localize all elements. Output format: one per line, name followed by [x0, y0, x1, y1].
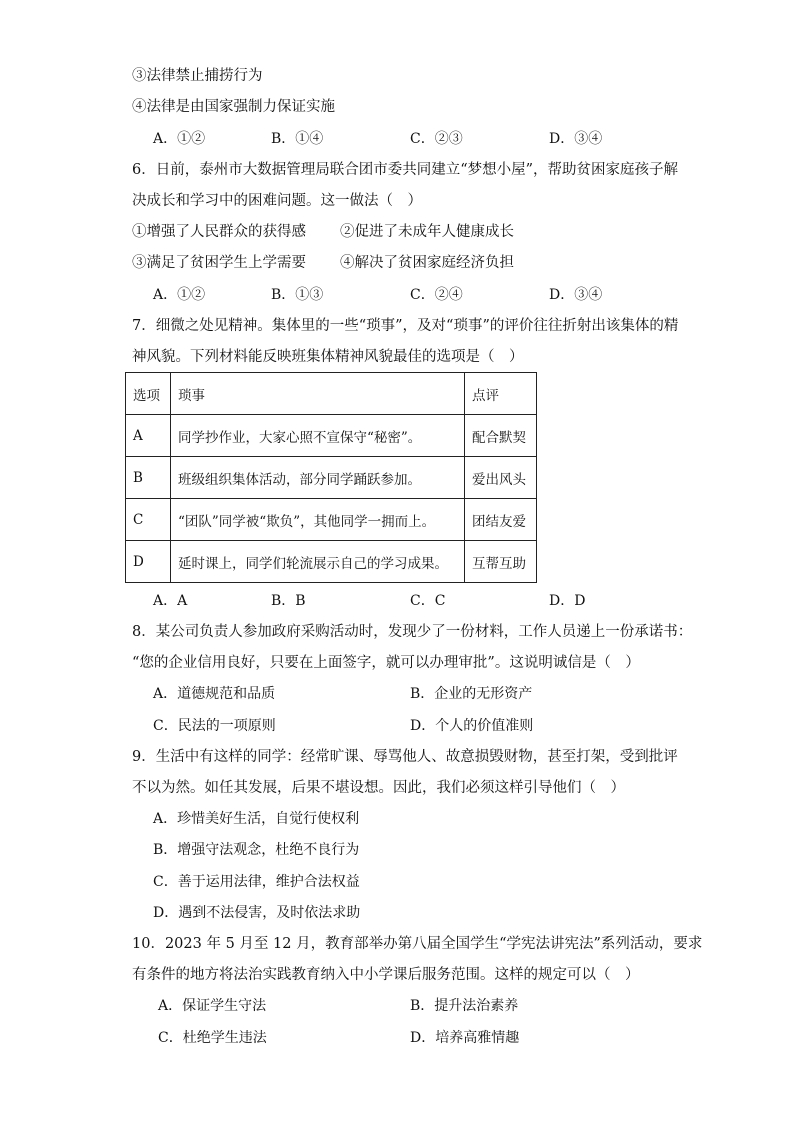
q9-option-d[interactable]: D．遇到不法侵害，及时依法求助 — [153, 905, 361, 921]
q10-option-b[interactable]: B．提升法治素养 — [410, 998, 519, 1014]
q10-stem-line2: 有条件的地方将法治实践教育纳入中小学课后服务范围。这样的规定可以（ ） — [132, 967, 640, 983]
q9-option-b[interactable]: B．增强守法观念，杜绝不良行为 — [153, 842, 360, 858]
q8-option-a[interactable]: A．道德规范和品质 — [153, 686, 276, 702]
row-option: C — [126, 499, 171, 541]
row-comment: 配合默契 — [465, 415, 537, 457]
q6-statement-2: ②促进了未成年人健康成长 — [340, 224, 514, 240]
q9-option-c[interactable]: C．善于运用法律，维护合法权益 — [153, 874, 360, 890]
q6-option-a[interactable]: A．①② — [153, 287, 206, 303]
row-comment: 团结友爱 — [465, 499, 537, 541]
q7-option-d[interactable]: D．D — [549, 593, 586, 609]
q7-option-c[interactable]: C．C — [410, 593, 446, 609]
q7-option-b[interactable]: B．B — [271, 593, 306, 609]
q6-option-c[interactable]: C．②④ — [410, 287, 463, 303]
q8-stem-line2: “您的企业信用良好，只要在上面签字，就可以办理审批”。这说明诚信是（ ） — [132, 655, 640, 671]
table-row — [126, 415, 537, 457]
row-comment: 爱出风头 — [465, 457, 537, 499]
q5-statement-4: ④法律是由国家强制力保证实施 — [132, 99, 335, 115]
row-option: B — [126, 457, 171, 499]
q8-stem-line1: 8．某公司负责人参加政府采购活动时，发现少了一份材料，工作人员递上一份承诺书： — [132, 624, 693, 640]
q7-table — [125, 372, 537, 583]
row-event: “团队”同学被“欺负”，其他同学一拥而上。 — [171, 499, 465, 541]
q5-option-d[interactable]: D．③④ — [549, 131, 603, 147]
table-row — [126, 499, 537, 541]
q8-option-d[interactable]: D．个人的价值准则 — [410, 718, 534, 734]
q6-statement-4: ④解决了贫困家庭经济负担 — [340, 255, 514, 271]
q6-option-d[interactable]: D．③④ — [549, 287, 603, 303]
row-event: 延时课上，同学们轮流展示自己的学习成果。 — [171, 541, 465, 583]
q10-option-d[interactable]: D．培养高雅情趣 — [410, 1030, 520, 1046]
q6-statement-1: ①增强了人民群众的获得感 — [132, 224, 306, 240]
q6-stem-line1: 6．日前，泰州市大数据管理局联合团市委共同建立“梦想小屋”，帮助贫困家庭孩子解 — [132, 162, 679, 178]
row-comment: 互帮互助 — [465, 541, 537, 583]
q7-stem-line1: 7．细微之处见精神。集体里的一些“琐事”，及对“琐事”的评价往往折射出该集体的精 — [132, 318, 679, 334]
q9-stem-line1: 9．生活中有这样的同学：经常旷课、辱骂他人、故意损毁财物，甚至打架，受到批评 — [132, 749, 678, 765]
q10-option-a[interactable]: A．保证学生守法 — [158, 998, 267, 1014]
q8-option-b[interactable]: B．企业的无形资产 — [410, 686, 533, 702]
q5-option-b[interactable]: B．①④ — [271, 131, 324, 147]
q8-option-c[interactable]: C．民法的一项原则 — [153, 718, 276, 734]
row-event: 同学抄作业，大家心照不宣保守“秘密”。 — [171, 415, 465, 457]
header-comment: 点评 — [465, 373, 537, 415]
header-event: 琐事 — [171, 373, 465, 415]
q5-statement-3: ③法律禁止捕捞行为 — [132, 68, 263, 84]
row-option: A — [126, 415, 171, 457]
table-row — [126, 541, 537, 583]
q5-option-a[interactable]: A．①② — [153, 131, 206, 147]
table-row — [126, 457, 537, 499]
q10-option-c[interactable]: C．杜绝学生违法 — [158, 1030, 267, 1046]
q7-stem-line2: 神风貌。下列材料能反映班集体精神风貌最佳的选项是（ ） — [132, 349, 524, 365]
q9-stem-line2: 不以为然。如任其发展，后果不堪设想。因此，我们必须这样引导他们（ ） — [132, 780, 625, 796]
q6-statement-3: ③满足了贫困学生上学需要 — [132, 255, 306, 271]
q5-option-c[interactable]: C．②③ — [410, 131, 463, 147]
q6-stem-line2: 决成长和学习中的困难问题。这一做法（ ） — [132, 193, 422, 209]
q10-stem-line1: 10．2023 年 5 月至 12 月，教育部举办第八届全国学生“学宪法讲宪法”系列活动，要求 — [132, 936, 703, 952]
row-option: D — [126, 541, 171, 583]
q9-option-a[interactable]: A．珍惜美好生活，自觉行使权利 — [153, 811, 360, 827]
q7-option-a[interactable]: A．A — [153, 593, 188, 609]
q6-option-b[interactable]: B．①③ — [271, 287, 324, 303]
table-header-row — [126, 373, 537, 415]
row-event: 班级组织集体活动，部分同学踊跃参加。 — [171, 457, 465, 499]
header-option: 选项 — [126, 373, 171, 415]
